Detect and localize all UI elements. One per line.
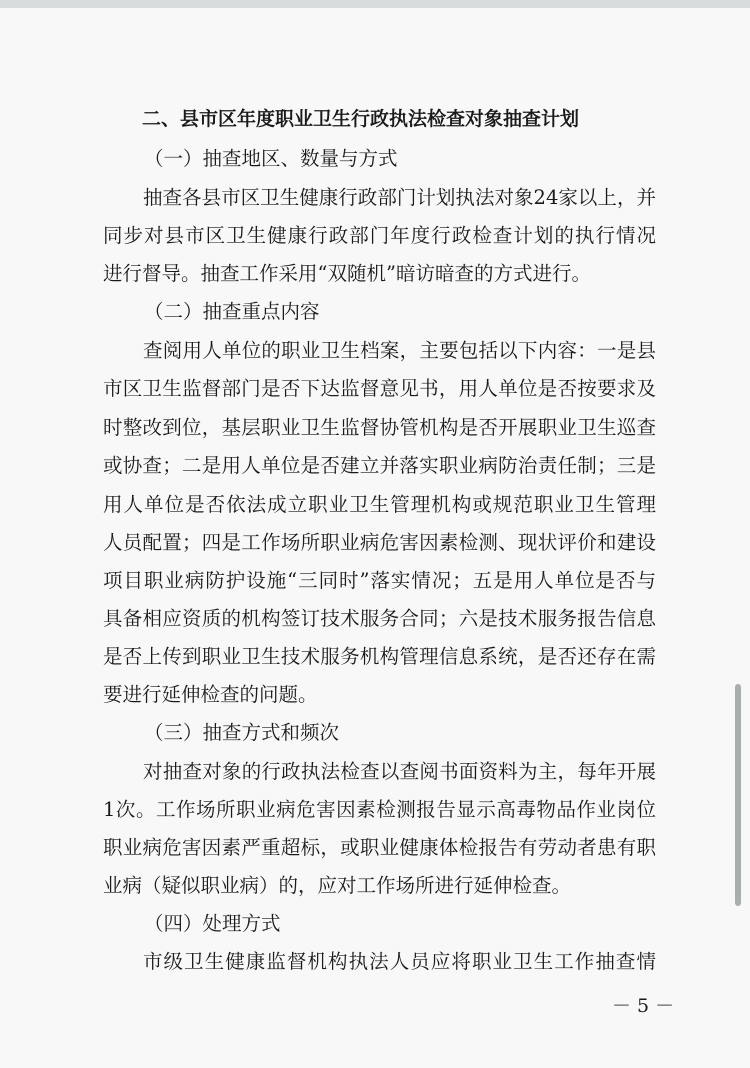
paragraph-line: 对抽查对象的行政执法检查以查阅书面资料为主，每年开展 — [143, 760, 656, 783]
subsection-title-4: （四）处理方式 — [144, 912, 281, 935]
paragraph-line: 人员配置；四是工作场所职业病危害因素检测、现状评价和建设 — [103, 531, 656, 554]
paragraph-line: 要进行延伸检查的问题。 — [103, 683, 318, 706]
paragraph-line: 同步对县市区卫生健康行政部门年度行政检查计划的执行情况 — [103, 224, 656, 247]
paragraph-line: 市区卫生监督部门是否下达监督意见书，用人单位是否按要求及 — [103, 377, 656, 400]
scrollbar-thumb[interactable] — [735, 684, 741, 906]
paragraph-line: 抽查各县市区卫生健康行政部门计划执法对象24家以上，并 — [143, 186, 656, 209]
paragraph-line: 市级卫生健康监督机构执法人员应将职业卫生工作抽查情 — [143, 950, 656, 973]
paragraph-line: 具备相应资质的机构签订技术服务合同；六是技术服务报告信息 — [103, 607, 656, 630]
paragraph-line: 是否上传到职业卫生技术服务机构管理信息系统，是否还存在需 — [103, 645, 656, 668]
paragraph-line: 或协查；二是用人单位是否建立并落实职业病防治责任制；三是 — [103, 454, 656, 477]
subsection-title-1: （一）抽查地区、数量与方式 — [144, 147, 398, 170]
subsection-title-3: （三）抽查方式和频次 — [144, 721, 340, 744]
paragraph-line: 职业病危害因素严重超标，或职业健康体检报告有劳动者患有职 — [103, 836, 656, 859]
paragraph-line: 查阅用人单位的职业卫生档案，主要包括以下内容：一是县 — [143, 339, 656, 362]
paragraph-line: 1次。工作场所职业病危害因素检测报告显示高毒物品作业岗位 — [103, 798, 656, 821]
paragraph-line: 项目职业病防护设施“三同时”落实情况；五是用人单位是否与 — [103, 569, 656, 592]
subsection-title-2: （二）抽查重点内容 — [144, 300, 320, 323]
page-number: － 5 － — [612, 995, 675, 1017]
paragraph-line: 用人单位是否依法成立职业卫生管理机构或规范职业卫生管理 — [103, 493, 656, 516]
paragraph-line: 时整改到位，基层职业卫生监督协管机构是否开展职业卫生巡查 — [103, 416, 656, 439]
scan-top-edge — [0, 0, 750, 8]
section-heading: 二、县市区年度职业卫生行政执法检查对象抽查计划 — [142, 108, 580, 130]
paragraph-line: 进行督导。抽查工作采用“双随机”暗访暗查的方式进行。 — [103, 262, 591, 285]
paragraph-line: 业病（疑似职业病）的，应对工作场所进行延伸检查。 — [103, 874, 572, 897]
